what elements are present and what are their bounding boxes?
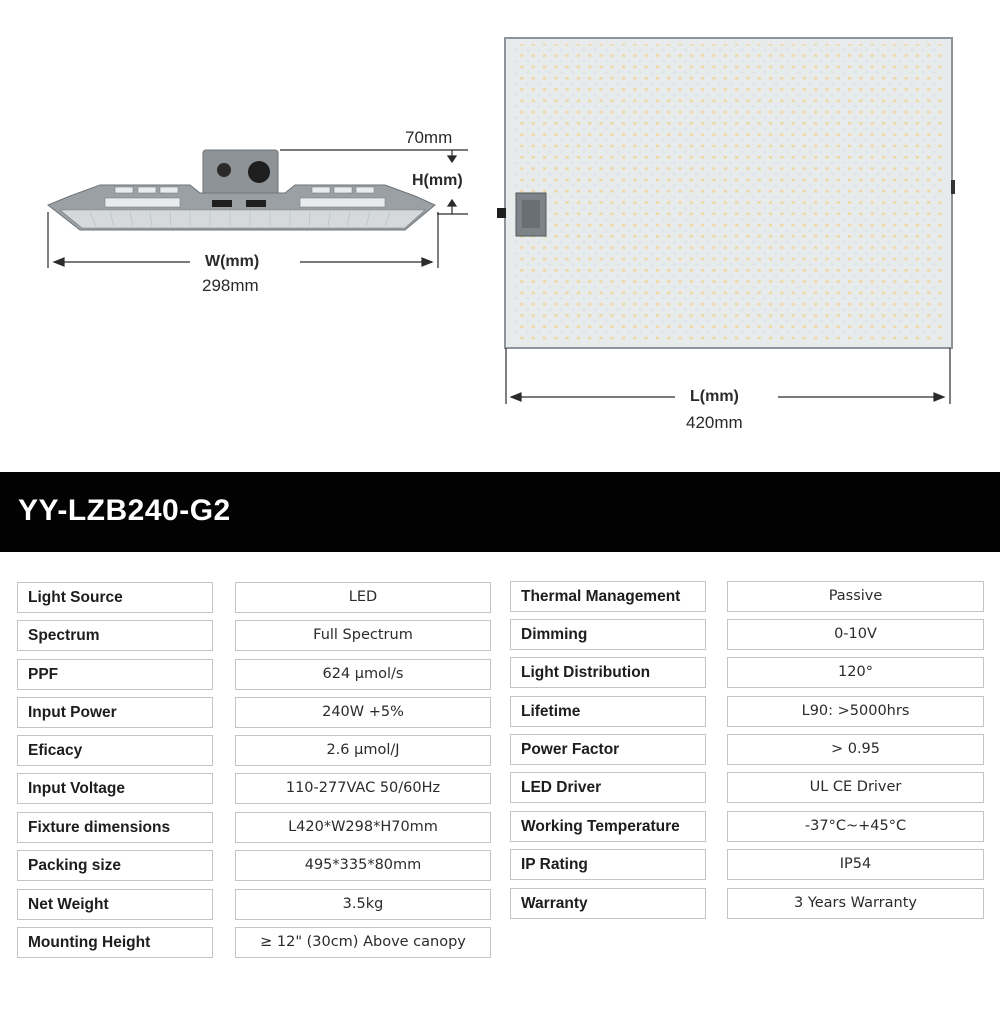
spec-value: 120°	[727, 657, 984, 688]
spec-label: Packing size	[17, 850, 213, 881]
spec-value: 3.5kg	[235, 889, 491, 920]
model-title-bar	[0, 472, 1000, 552]
spec-label: Lifetime	[510, 696, 706, 727]
spec-value: LED	[235, 582, 491, 613]
spec-value: Passive	[727, 581, 984, 612]
spec-label: PPF	[17, 659, 213, 690]
spec-value: IP54	[727, 849, 984, 880]
width-value: 298mm	[202, 276, 259, 295]
length-value: 420mm	[686, 413, 743, 432]
spec-value: > 0.95	[727, 734, 984, 765]
spec-value: L420*W298*H70mm	[235, 812, 491, 843]
spec-value: UL CE Driver	[727, 772, 984, 803]
spec-value: 0-10V	[727, 619, 984, 650]
spec-value: -37°C~+45°C	[727, 811, 984, 842]
spec-label: Mounting Height	[17, 927, 213, 958]
spec-label: Light Distribution	[510, 657, 706, 688]
spec-label: Fixture dimensions	[17, 812, 213, 843]
spec-label: Light Source	[17, 582, 213, 613]
led-panel	[505, 38, 952, 348]
side-view-diagram	[0, 0, 500, 320]
spec-value: Full Spectrum	[235, 620, 491, 651]
spec-value: 624 µmol/s	[235, 659, 491, 690]
spec-label: Warranty	[510, 888, 706, 919]
spec-label: Dimming	[510, 619, 706, 650]
spec-label: Thermal Management	[510, 581, 706, 612]
spec-label: Power Factor	[510, 734, 706, 765]
spec-label: Input Voltage	[17, 773, 213, 804]
spec-label: Input Power	[17, 697, 213, 728]
top-view-diagram	[495, 30, 965, 410]
height-label: H(mm)	[412, 172, 463, 189]
spec-label: Eficacy	[17, 735, 213, 766]
spec-value: 110-277VAC 50/60Hz	[235, 773, 491, 804]
model-title: YY-LZB240-G2	[18, 494, 231, 527]
length-label: L(mm)	[690, 388, 739, 405]
spec-value: ≥ 12" (30cm) Above canopy	[235, 927, 491, 958]
spec-label: IP Rating	[510, 849, 706, 880]
width-label: W(mm)	[205, 253, 260, 270]
height-top-value: 70mm	[405, 128, 453, 147]
spec-label: Net Weight	[17, 889, 213, 920]
spec-value: 3 Years Warranty	[727, 888, 984, 919]
spec-label: Spectrum	[17, 620, 213, 651]
spec-label: LED Driver	[510, 772, 706, 803]
spec-value: 240W +5%	[235, 697, 491, 728]
spec-value: 495*335*80mm	[235, 850, 491, 881]
fixture-side-profile	[48, 150, 435, 230]
spec-value: L90: >5000hrs	[727, 696, 984, 727]
spec-label: Working Temperature	[510, 811, 706, 842]
spec-value: 2.6 µmol/J	[235, 735, 491, 766]
